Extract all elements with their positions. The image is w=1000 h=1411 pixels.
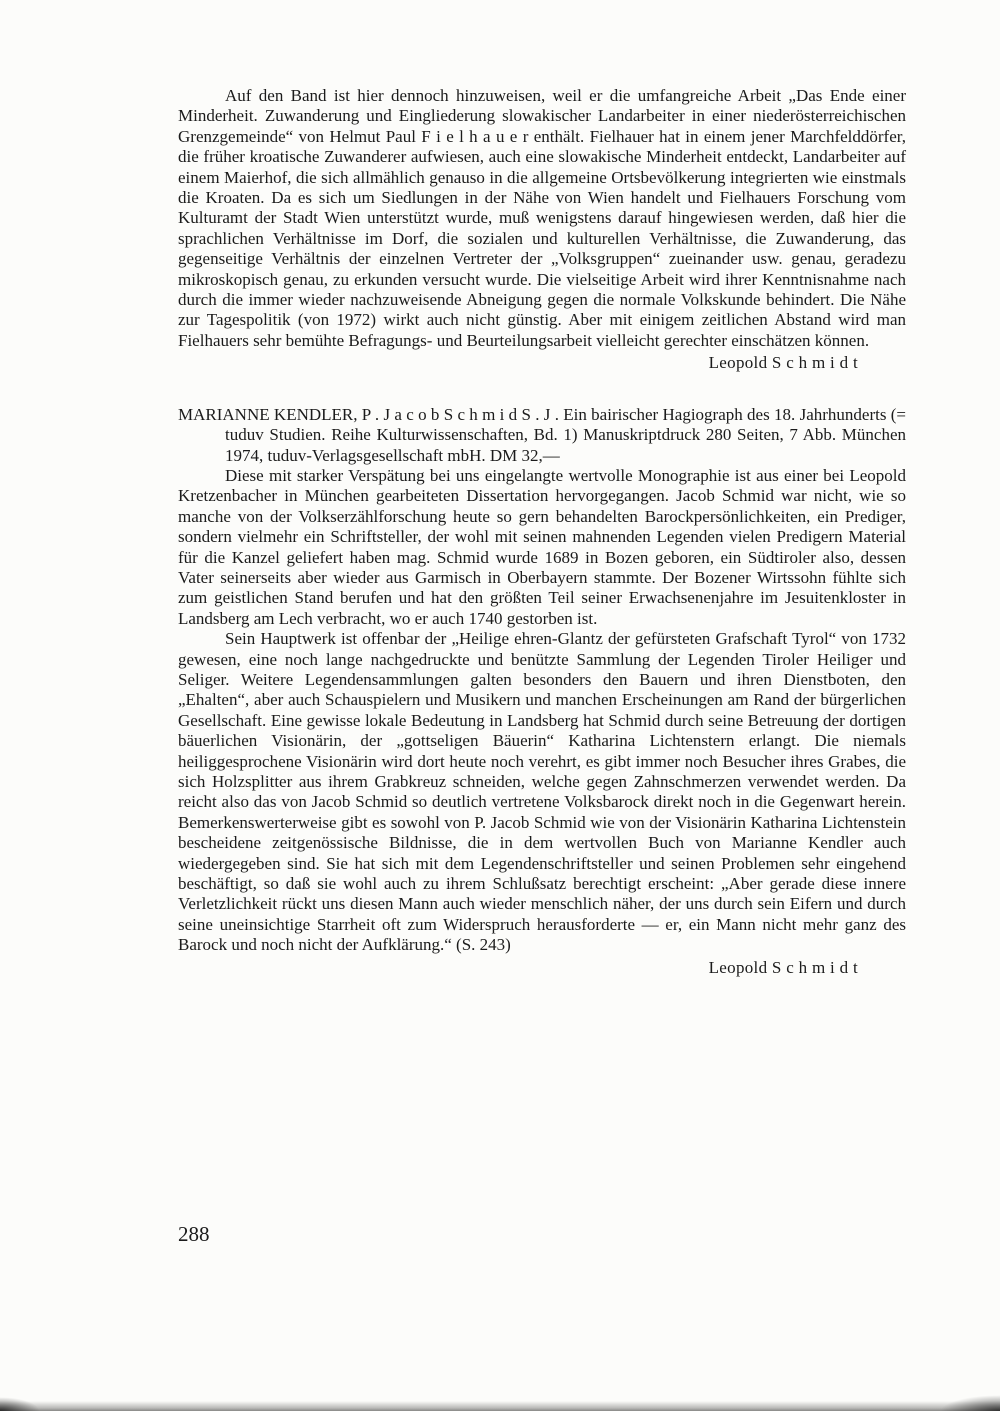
text-column	[178, 86, 906, 978]
review-2-paragraph-1: Diese mit starker Verspätung bei uns eingelangte wertvolle Monographie ist aus einer bei Leopold Kretzenbacher in München gearbeiteten Dissertation hervorgegangen. Jacob Schmid war nicht, wie so manche von der Volkserzählforschung heute so gern behandelten Barockpersönlichkeiten, ein Prediger, sondern vielmehr ein Schriftsteller, der wohl mit seinen mahnenden Legenden vielen Predigern Material für die Kanzel geliefert haben mag. Schmid wurde 1689 in Bozen geboren, ein Südtiroler also, dessen Vater seinerseits aber wieder aus Garmisch in Oberbayern stammte. Der Bozener Wirtssohn fühlte sich zum geistlichen Stand berufen und hat den größten Teil seiner Erwachsenenjahre im Jesuitenkloster in Landsberg am Lech verbracht, wo er auch 1740 gestorben ist.	[178, 465, 906, 628]
review-1-signature: Leopold S c h m i d t	[708, 353, 858, 373]
review-2-signature: Leopold S c h m i d t	[708, 957, 858, 977]
review-2-bibliographic-heading: MARIANNE KENDLER, P . J a c o b S c h m i d S . J . Ein bairischer Hagiograph des 18. Jahrhunderts (= tuduv Studien. Reihe Kulturwissenschaften, Bd. 1) Manuskriptdruck 280 Seiten, 7 Abb. München 1974, tuduv-Verlagsgesellschaft mbH. DM 32,—	[178, 404, 906, 465]
review-1-body: Auf den Band ist hier dennoch hinzuweisen, weil er die umfangreiche Arbeit „Das Ende einer Minderheit. Zuwanderung und Eingliederung slowakischer Landarbeiter in einer niederösterreichischen Grenzgemeinde“ von Helmut Paul F i e l h a u e r enthält. Fielhauer hat in einem jener Marchfelddörfer, die früher kroatische Zuwanderer aufwiesen, auch eine slowakische Minderheit entdeckt, Landarbeiter auf einem Maierhof, die sich allmählich genauso in die allgemeine Ortsbevölkerung integrierten wie einstmals die Kroaten. Da es sich um Siedlungen in der Nähe von Wien handelt und Fielhauers Forschung vom Kulturamt der Stadt Wien unterstützt wurde, muß wenigstens darauf hingewiesen werden, daß hier die sprachlichen Verhältnisse im Dorf, die sozialen und kulturellen Verhältnisse, die Zuwanderung, das gegenseitige Verhältnis der einzelnen Vertreter der „Volksgruppen“ zueinander usw. genau, geradezu mikroskopisch genau, zu erkunden versucht wurde. Die vielseitige Arbeit wird ihrer Kenntnisnahme nach durch die immer wieder nachzuweisende Abneigung gegen die normale Volkskunde behindert. Die Nähe zur Tagespolitik (von 1972) wirkt auch nicht günstig. Aber mit einigem zeitlichen Abstand wird man Fielhauers sehr bemühte Befragungs- und Beurteilungsarbeit vielleicht gerechter einschätzen können.	[178, 86, 906, 350]
scan-artifact-bottom-strip	[0, 1401, 1000, 1411]
page-number: 288	[178, 1222, 210, 1246]
scan-artifact-bottom-right-corner	[940, 1395, 1000, 1411]
review-2-paragraph-2: Sein Hauptwerk ist offenbar der „Heilige ehren-Glantz der gefürsteten Grafschaft Tyrol“ von 1732 gewesen, eine noch lange nachgedruckte und benützte Sammlung der Legenden Tiroler Heiliger und Seliger. Weitere Legendensammlungen galten besonders den Bauern und ihren Dienstboten, den „Ehalten“, aber auch Schauspielern und Musikern und manchen Erscheinungen am Rand der bürgerlichen Gesellschaft. Eine gewisse lokale Bedeutung in Landsberg hat Schmid durch seine Betreuung der dortigen bäuerlichen Visionärin, der „gottseligen Bäuerin“ Katharina Lichtenstern erlangt. Die niemals heiliggesprochene Visionärin wird dort heute noch verehrt, es gibt immer noch Besucher ihres Grabes, die sich Holzsplitter aus ihrem Grabkreuz schneiden, welche gegen Zahnschmerzen verwendet werden. Da reicht also das von Jacob Schmid so deutlich vertretene Volksbarock direkt noch in die Gegenwart herein. Bemerkenswerterweise gibt es sowohl von P. Jacob Schmid wie von der Visionärin Katharina Lichtenstein bescheidene zeitgenössische Bildnisse, die in dem wertvollen Buch von Marianne Kendler auch wiedergegeben sind. Sie hat sich mit dem Legendenschriftsteller und seinen Problemen sehr eingehend beschäftigt, so daß sie wohl auch zu ihrem Schlußsatz berechtigt erscheint: „Aber gerade diese innere Verletzlichkeit rückt uns diesen Mann auch wieder menschlich näher, der uns durch sein Eifern und durch seine uneinsichtige Starrheit oft zum Widerspruch herausforderte — er, ein Mann nicht mehr ganz des Barock und noch nicht der Aufklärung.“ (S. 243)	[178, 629, 906, 955]
scan-artifact-bottom-left-corner	[0, 1397, 40, 1411]
